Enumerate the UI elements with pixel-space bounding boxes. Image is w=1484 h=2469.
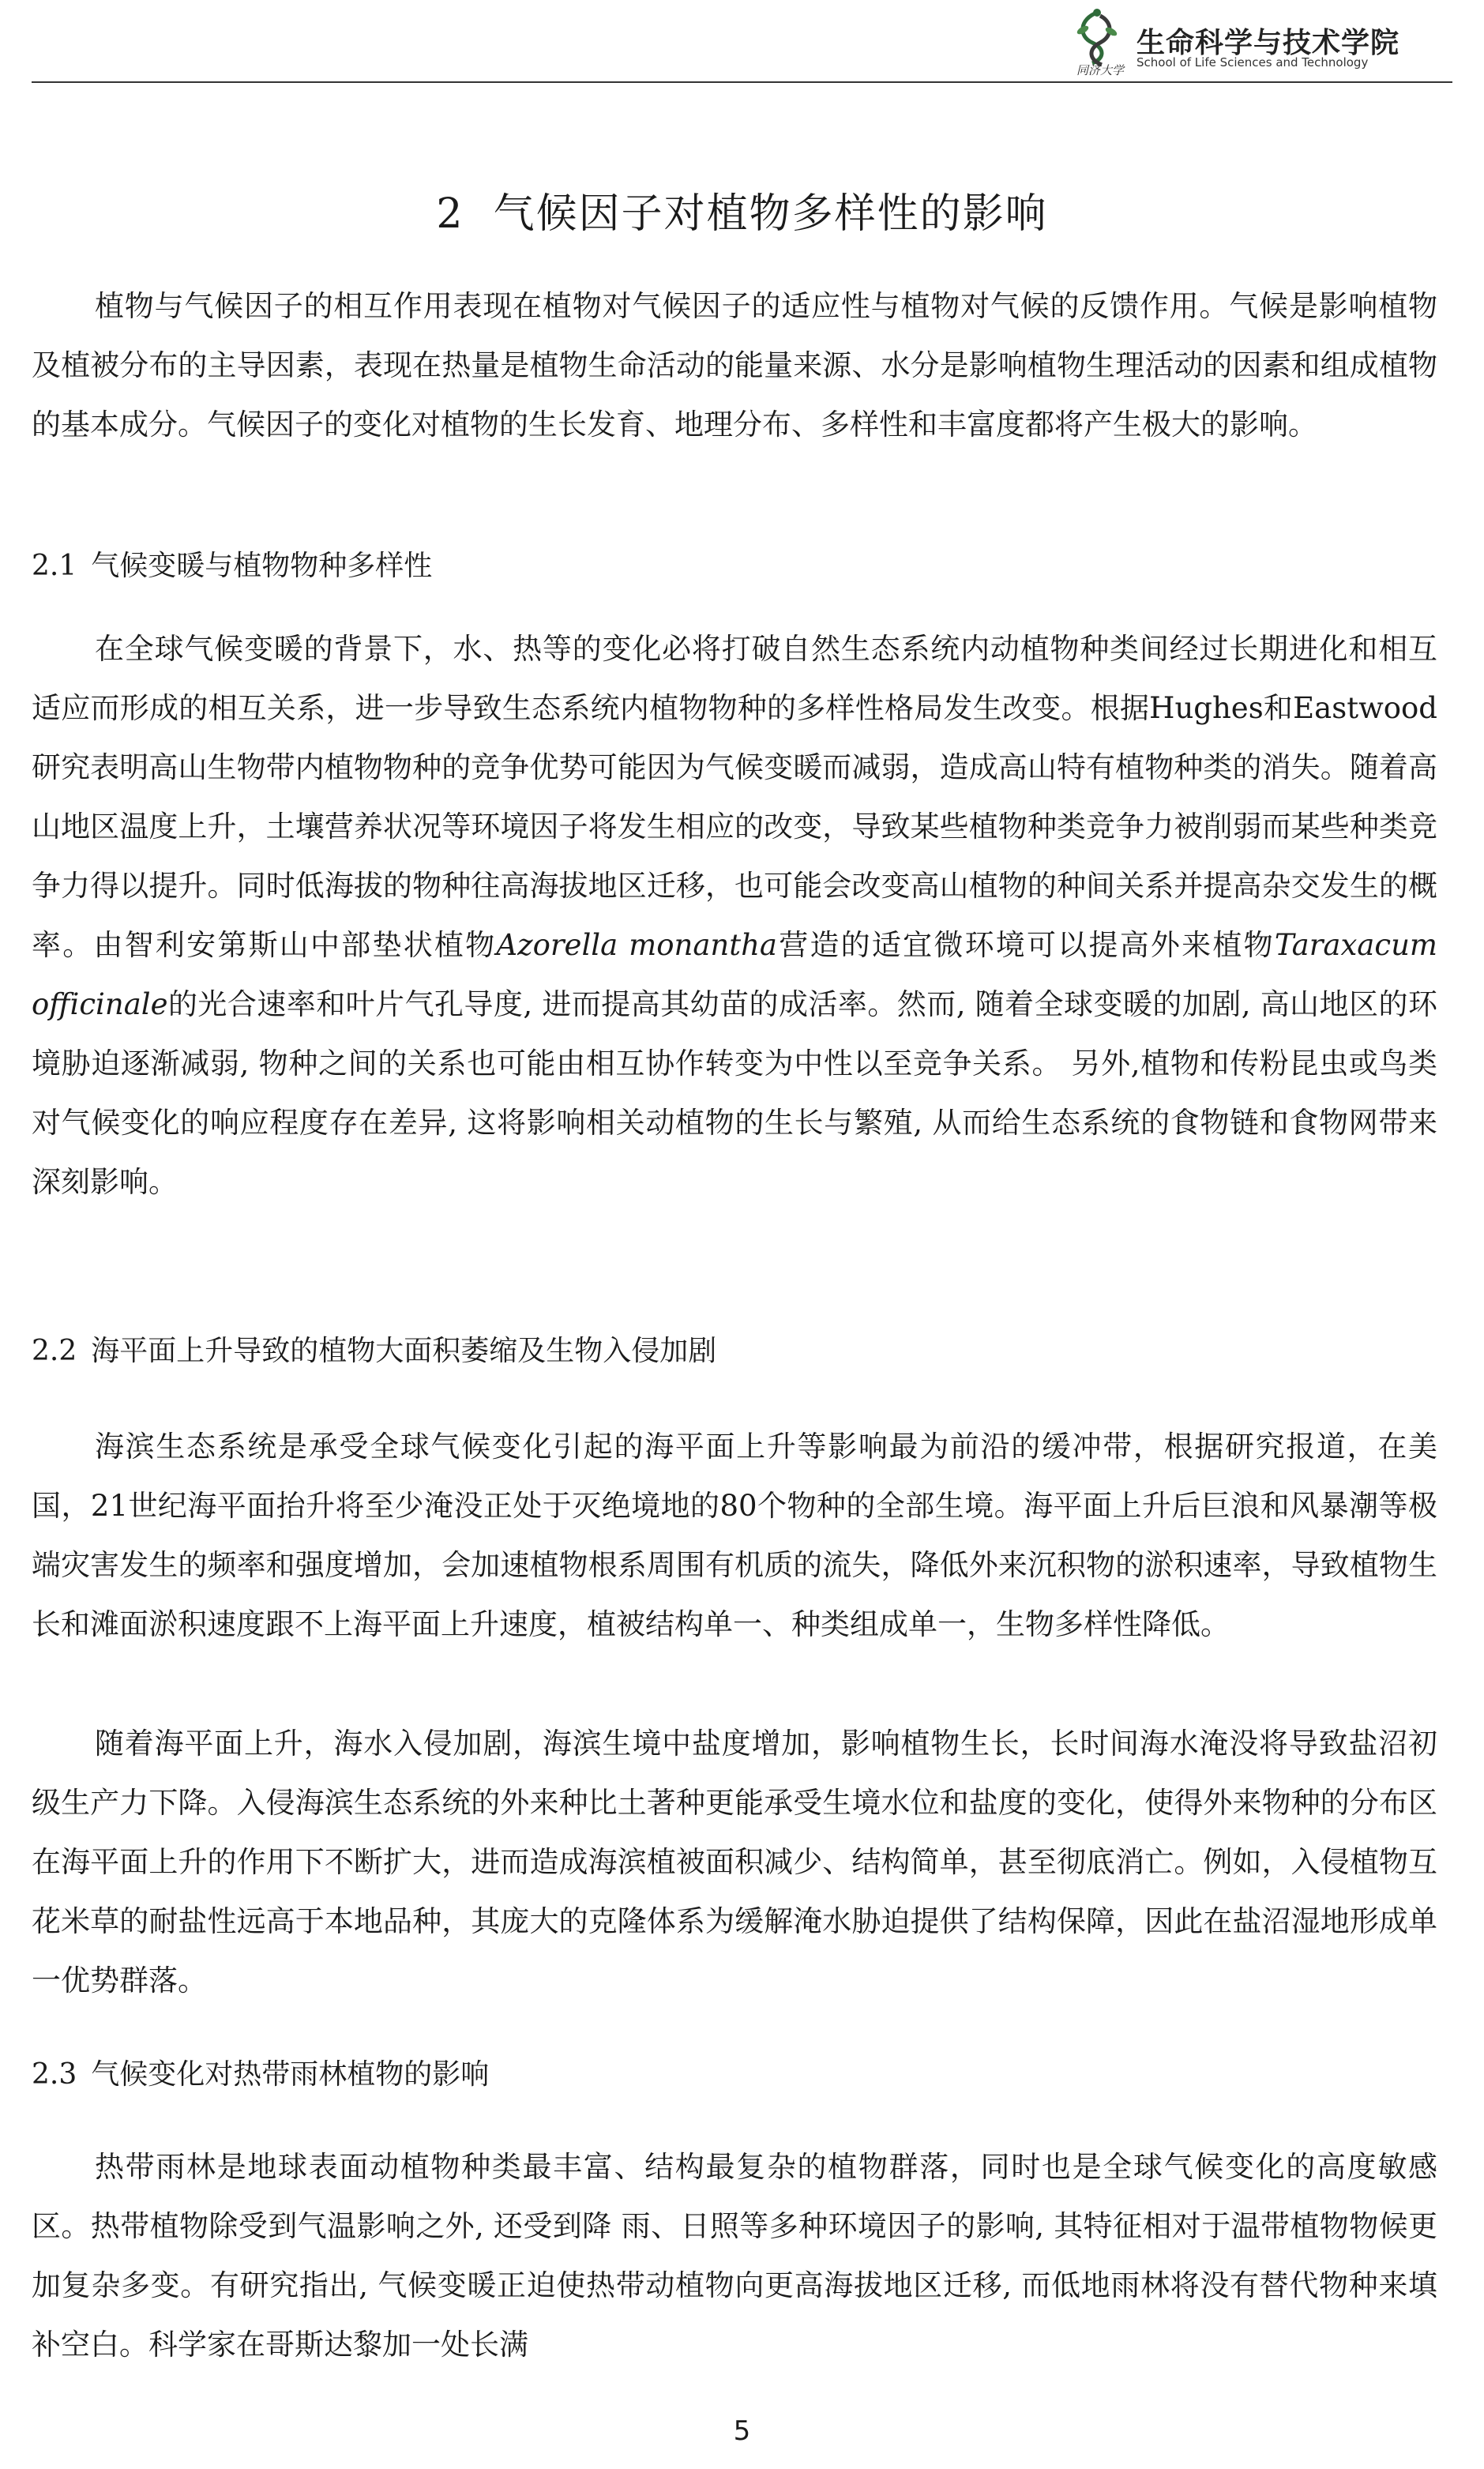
chapter-title-text: 气候因子对植物多样性的影响 — [493, 190, 1048, 238]
school-name-cn: 生命科学与技术学院 — [1136, 27, 1400, 59]
school-name-en: School of Life Sciences and Technology — [1136, 55, 1369, 70]
section-2-2-paragraph-1: 海滨生态系统是承受全球气候变化引起的海平面上升等影响最为前沿的缓冲带，根据研究报道，在美国，21世纪海平面抬升将至少淹没正处于灭绝境地的80个物种的全部生境。海平面上升后巨浪和风暴潮等极端灾害发生的频率和强度增加，会加速植物根系周围有机质的流失，降低外来沉积物的淤积速率，导致植物生长和滩面淤积速度跟不上海平面上升速度，植被结构单一、种类组成单一，生物多样性降低。 — [32, 1430, 1437, 1641]
text-run: 的光合速率和叶片气孔导度, 进而提高其幼苗的成活率。然而, 随着全球变暖的加剧, 高山地区的环境胁迫逐渐减弱, 物种之间的关系也可能由相互协作转变为中性以至竞争关系。 另外,植物和传粉昆虫或鸟类对气候变化的响应程度存在差异, 这将影响相关动植物的生长与繁殖, 从而给生态系统的食物链和食物网带来深刻影响。 — [32, 987, 1437, 1199]
intro-paragraph: 植物与气候因子的相互作用表现在植物对气候因子的适应性与植物对气候的反馈作用。气候是影响植物及植被分布的主导因素，表现在热量是植物生命活动的能量来源、水分是影响植物生理活动的因素和组成植物的基本成分。气候因子的变化对植物的生长发育、地理分布、多样性和丰富度都将产生极大的影响。 — [32, 289, 1437, 442]
section-2-3-paragraph: 热带雨林是地球表面动植物种类最丰富、结构最复杂的植物群落，同时也是全球气候变化的高度敏感区。热带植物除受到气温影响之外, 还受到降 雨、日照等多种环境因子的影响, 其特征相对于温带植物物候更加复杂多变。有研究指出, 气候变暖正迫使热带动植物向更高海拔地区迁移, 而低地雨林将没有替代物种来填补空白。科学家在哥斯达黎加一处长满 — [32, 2150, 1437, 2362]
section-heading-2-1 — [32, 543, 432, 584]
text-run: 在全球气候变暖的背景下，水、热等的变化必将打破自然生态系统内动植物种类间经过长期进化和相互适应而形成的相互关系，进一步导致生态系统内植物物种的多样性格局发生改变。根据Hughes和Eastwood研究表明高山生物带内植物物种的竞争优势可能因为气候变暖而减弱，造成高山特有植物种类的消失。随着高山地区温度上升，土壤营养状况等环境因子将发生相应的改变，导致某些植物种类竞争力被削弱而某些种类竞争力得以提升。同时低海拔的物种往高海拔地区迁移，也可能会改变高山植物的种间关系并提高杂交发生的概率。由智利安第斯山中部垫状植物 — [32, 632, 1437, 962]
header-divider — [32, 81, 1452, 83]
university-name: 同济大学 — [1076, 63, 1125, 77]
section-title: 气候变化对热带雨林植物的影响 — [91, 2058, 490, 2091]
section-title: 海平面上升导致的植物大面积萎缩及生物入侵加剧 — [91, 1335, 717, 1367]
text-run: 营造的适宜微环境可以提高外来植物 — [777, 928, 1275, 962]
section-2-1-paragraph — [32, 619, 1437, 1212]
species-name: Taraxacum officinale — [32, 928, 1438, 1021]
section-2-2-paragraph-2: 随着海平面上升，海水入侵加剧，海滨生境中盐度增加，影响植物生长，长时间海水淹没将导致盐沼初级生产力下降。入侵海滨生态系统的外来种比土著种更能承受生境水位和盐度的变化，使得外来物种的分布区在海平面上升的作用下不断扩大，进而造成海滨植被面积减少、结构简单，甚至彻底消亡。例如，入侵植物互花米草的耐盐性远高于本地品种，其庞大的克隆体系为缓解淹水胁迫提供了结构保障，因此在盐沼湿地形成单一优势群落。 — [32, 1727, 1437, 1997]
section-heading-2-3 — [32, 2052, 489, 2092]
chapter-title — [0, 180, 1484, 239]
header-logo — [1065, 5, 1429, 77]
section-number: 2.2 — [32, 1335, 77, 1367]
page-number: 5 — [733, 2415, 751, 2447]
section-number: 2.3 — [32, 2058, 77, 2091]
section-number: 2.1 — [32, 550, 77, 582]
chapter-number: 2 — [436, 190, 464, 238]
page-header — [32, 0, 1452, 82]
section-heading-2-2 — [32, 1328, 716, 1369]
section-title: 气候变暖与植物物种多样性 — [91, 550, 433, 582]
species-name: Azorella monantha — [496, 928, 777, 962]
